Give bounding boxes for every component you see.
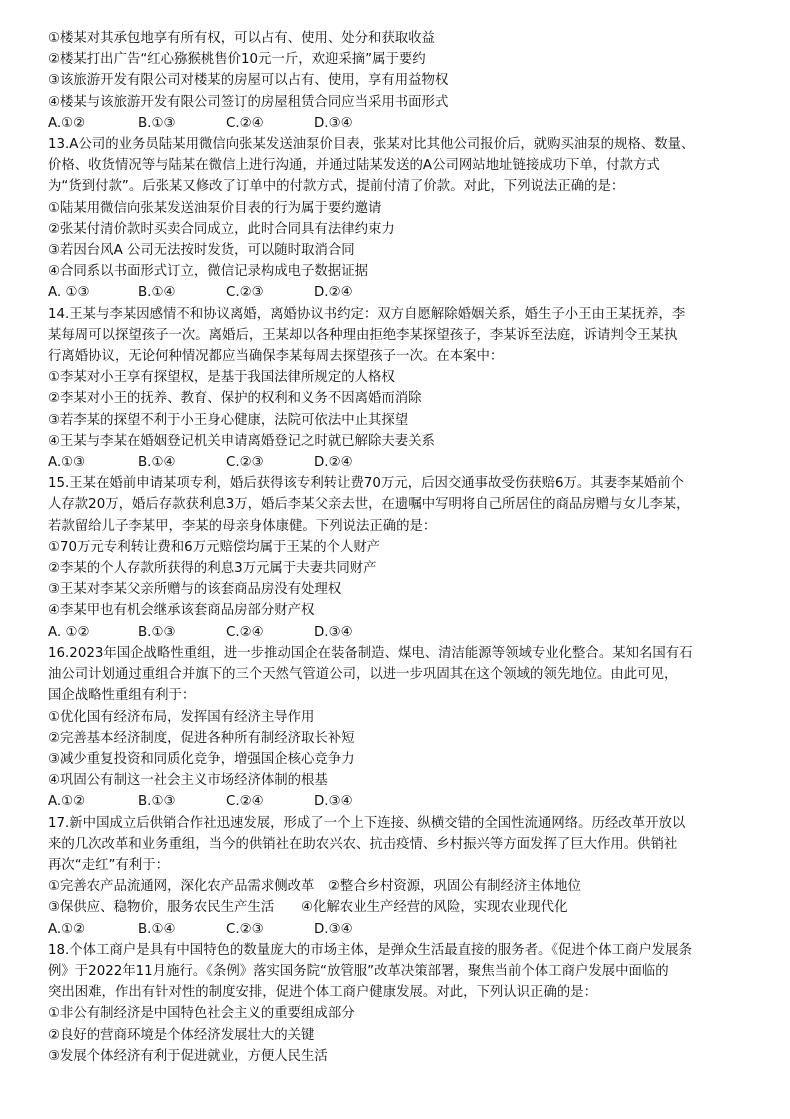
answer-choice-d: D.②④ bbox=[314, 285, 353, 301]
question-stem: 来的几次改革和业务重组，当今的供销社在助农兴农、抗击疫情、乡村振兴等方面发挥了巨大作用。供销社 bbox=[48, 836, 678, 852]
answer-choice-c: C.②③ bbox=[226, 285, 264, 301]
question-stem: 价格、收货情况等与陆某在微信上进行沟通，并通过陆某发送的A公司网站地址链接成功下单，付款方式 bbox=[48, 158, 660, 174]
option-statement: ④楼某与该旅游开发有限公司签订的房屋租赁合同应当采用书面形式 bbox=[48, 94, 449, 110]
option-statement: ③发展个体经济有利于促进就业，方便人民生活 bbox=[48, 1048, 328, 1064]
question-stem: 为“货到付款”。后张某又修改了订单中的付款方式，提前付清了价款。对此，下列说法正确的是： bbox=[48, 179, 625, 195]
answer-choice-b: B.①③ bbox=[138, 794, 176, 810]
option-statement: ②张某付清价款时买卖合同成立，此时合同具有法律约束力 bbox=[48, 221, 395, 237]
option-statement: ①70万元专利转让费和6万元赔偿均属于王某的个人财产 bbox=[48, 539, 381, 555]
question-17 bbox=[48, 813, 754, 940]
question-stem: 15.王某在婚前申请某项专利，婚后获得该专利转让费70万元，后因交通事故受伤获赔6万。其妻李某婚前个 bbox=[48, 476, 685, 492]
question-stem: 再次“走红”有利于： bbox=[48, 857, 169, 873]
answer-choice-a: A.①③ bbox=[48, 455, 86, 471]
answer-choice-b: B.①③ bbox=[138, 624, 176, 640]
option-statement: ③王某对李某父亲所赠与的该套商品房没有处理权 bbox=[48, 582, 342, 598]
question-stem: 若款留给儿子李某甲，李某的母亲身体康健。下列说法正确的是： bbox=[48, 518, 437, 534]
option-statement: ①楼某对其承包地享有所有权，可以占有、使用、处分和获取收益 bbox=[48, 31, 435, 46]
option-statement: ②楼某打出广告“红心猕猴桃售价10元一斤，欢迎采摘”属于要约 bbox=[48, 52, 426, 68]
question-stem: 国企战略性重组有利于： bbox=[48, 688, 196, 704]
question-stem: 18.个体工商户是具有中国特色的数量庞大的市场主体，是弹众生活最直接的服务者。《促进个体工商户发展条 bbox=[48, 942, 692, 958]
answer-choice-d: D.③④ bbox=[314, 794, 353, 810]
question-13 bbox=[48, 134, 754, 304]
option-statement: ④合同系以书面形式订立，微信记录构成电子数据证据 bbox=[48, 264, 368, 280]
question-stem: 17.新中国成立后供销合作社迅速发展，形成了一个上下连接、纵横交错的全国性流通网络。历经改革开放以 bbox=[48, 815, 686, 831]
answer-choice-a: A. ①③ bbox=[48, 285, 90, 301]
option-statement: ③保供应、稳物价，服务农民生产生活 ④化解农业生产经营的风险，实现农业现代化 bbox=[48, 900, 568, 916]
question-16 bbox=[48, 643, 754, 813]
answer-choice-d: D.③④ bbox=[314, 624, 353, 640]
answer-choice-a: A.①② bbox=[48, 115, 86, 131]
answer-choices bbox=[48, 791, 754, 812]
option-statement: ②良好的营商环境是个体经济发展壮大的关键 bbox=[48, 1027, 315, 1043]
answer-choice-b: B.①④ bbox=[138, 285, 176, 301]
question-stem: 行离婚协议，无论何种情况都应当确保李某每周去探望孩子一次。在本案中： bbox=[48, 349, 504, 365]
option-statement: ④巩固公有制这一社会主义市场经济体制的根基 bbox=[48, 773, 328, 789]
option-statement: ④王某与李某在婚姻登记机关申请离婚登记之时就已解除夫妻关系 bbox=[48, 433, 435, 449]
answer-choices bbox=[48, 622, 754, 643]
answer-choice-a: A.①② bbox=[48, 921, 86, 937]
question-stem: 某每周可以探望孩子一次。离婚后，王某却以各种理由拒绝李某探望孩子，李某诉至法庭，诉请判令王某执 bbox=[48, 327, 678, 343]
answer-choice-b: B.①③ bbox=[138, 115, 176, 131]
option-statement: ①陆某用微信向张某发送油泵价目表的行为属于要约邀请 bbox=[48, 200, 382, 216]
question-stem: 16.2023年国企战略性重组，进一步推动国企在装备制造、煤电、清洁能源等领域专业化整合。某知名国有石 bbox=[48, 645, 693, 661]
answer-choices bbox=[48, 113, 754, 134]
answer-choice-d: D.③④ bbox=[314, 115, 353, 131]
question-stem: 人存款20万，婚后存款获利息3万，婚后李某父亲去世，在遗嘱中写明将自己所居住的商品房赠与女儿李某， bbox=[48, 497, 690, 513]
question-stem: 例》于2022年11月施行。《条例》落实国务院“放管服”改革决策部署，聚焦当前个体工商户发展中面临的 bbox=[48, 963, 669, 979]
question-15 bbox=[48, 473, 754, 643]
answer-choice-c: C.②③ bbox=[226, 455, 264, 471]
question-stem: 突出困难，作出有针对性的制度安排，促进个体工商户健康发展。对此，下列认识正确的是： bbox=[48, 985, 598, 1001]
answer-choice-c: C.②④ bbox=[226, 115, 264, 131]
answer-choices bbox=[48, 919, 754, 940]
question-14 bbox=[48, 304, 754, 474]
option-statement: ①李某对小王享有探望权，是基于我国法律所规定的人格权 bbox=[48, 370, 395, 386]
question-12-continuation bbox=[48, 28, 754, 134]
answer-choice-b: B.①④ bbox=[138, 921, 176, 937]
answer-choices bbox=[48, 452, 754, 473]
question-stem: 13.A公司的业务员陆某用微信向张某发送油泵价目表，张某对比其他公司报价后，就购买油泵的规格、数量、 bbox=[48, 137, 695, 153]
option-statement: ③若李某的探望不利于小王身心健康，法院可依法中止其探望 bbox=[48, 412, 409, 428]
option-statement: ②完善基本经济制度，促进各种所有制经济取长补短 bbox=[48, 730, 355, 746]
answer-choice-d: D.③④ bbox=[314, 921, 353, 937]
option-statement: ②李某对小王的抚养、教育、保护的权利和义务不因离婚而消除 bbox=[48, 391, 422, 407]
option-statement: ③若因台风A 公司无法按时发货，可以随时取消合同 bbox=[48, 243, 355, 259]
option-statement: ③该旅游开发有限公司对楼某的房屋可以占有、使用，享有用益物权 bbox=[48, 73, 449, 89]
answer-choice-c: C.②③ bbox=[226, 921, 264, 937]
answer-choice-a: A. ①② bbox=[48, 624, 90, 640]
option-statement: ③减少重复投资和同质化竞争，增强国企核心竞争力 bbox=[48, 751, 355, 767]
answer-choice-b: B.①④ bbox=[138, 455, 176, 471]
question-stem: 油公司计划通过重组合并旗下的三个天然气管道公司，以进一步巩固其在这个领域的领先地位。由此可见， bbox=[48, 667, 678, 683]
option-statement: ①非公有制经济是中国特色社会主义的重要组成部分 bbox=[48, 1006, 355, 1022]
answer-choice-c: C.②④ bbox=[226, 624, 264, 640]
question-18 bbox=[48, 940, 754, 1067]
answer-choice-d: D.②④ bbox=[314, 455, 353, 471]
question-stem: 14.王某与李某因感情不和协议离婚，离婚协议书约定：双方自愿解除婚姻关系，婚生子小王由王某抚养，李 bbox=[48, 306, 686, 322]
option-statement: ④李某甲也有机会继承该套商品房部分财产权 bbox=[48, 603, 315, 619]
option-statement: ①完善农产品流通网，深化农产品需求侧改革 ②整合乡村资源，巩固公有制经济主体地位 bbox=[48, 879, 581, 895]
answer-choice-c: C.②④ bbox=[226, 794, 264, 810]
option-statement: ①优化国有经济布局，发挥国有经济主导作用 bbox=[48, 709, 315, 725]
option-statement: ②李某的个人存款所获得的利息3万元属于夫妻共同财产 bbox=[48, 561, 377, 577]
answer-choice-a: A.①② bbox=[48, 794, 86, 810]
answer-choices bbox=[48, 282, 754, 303]
